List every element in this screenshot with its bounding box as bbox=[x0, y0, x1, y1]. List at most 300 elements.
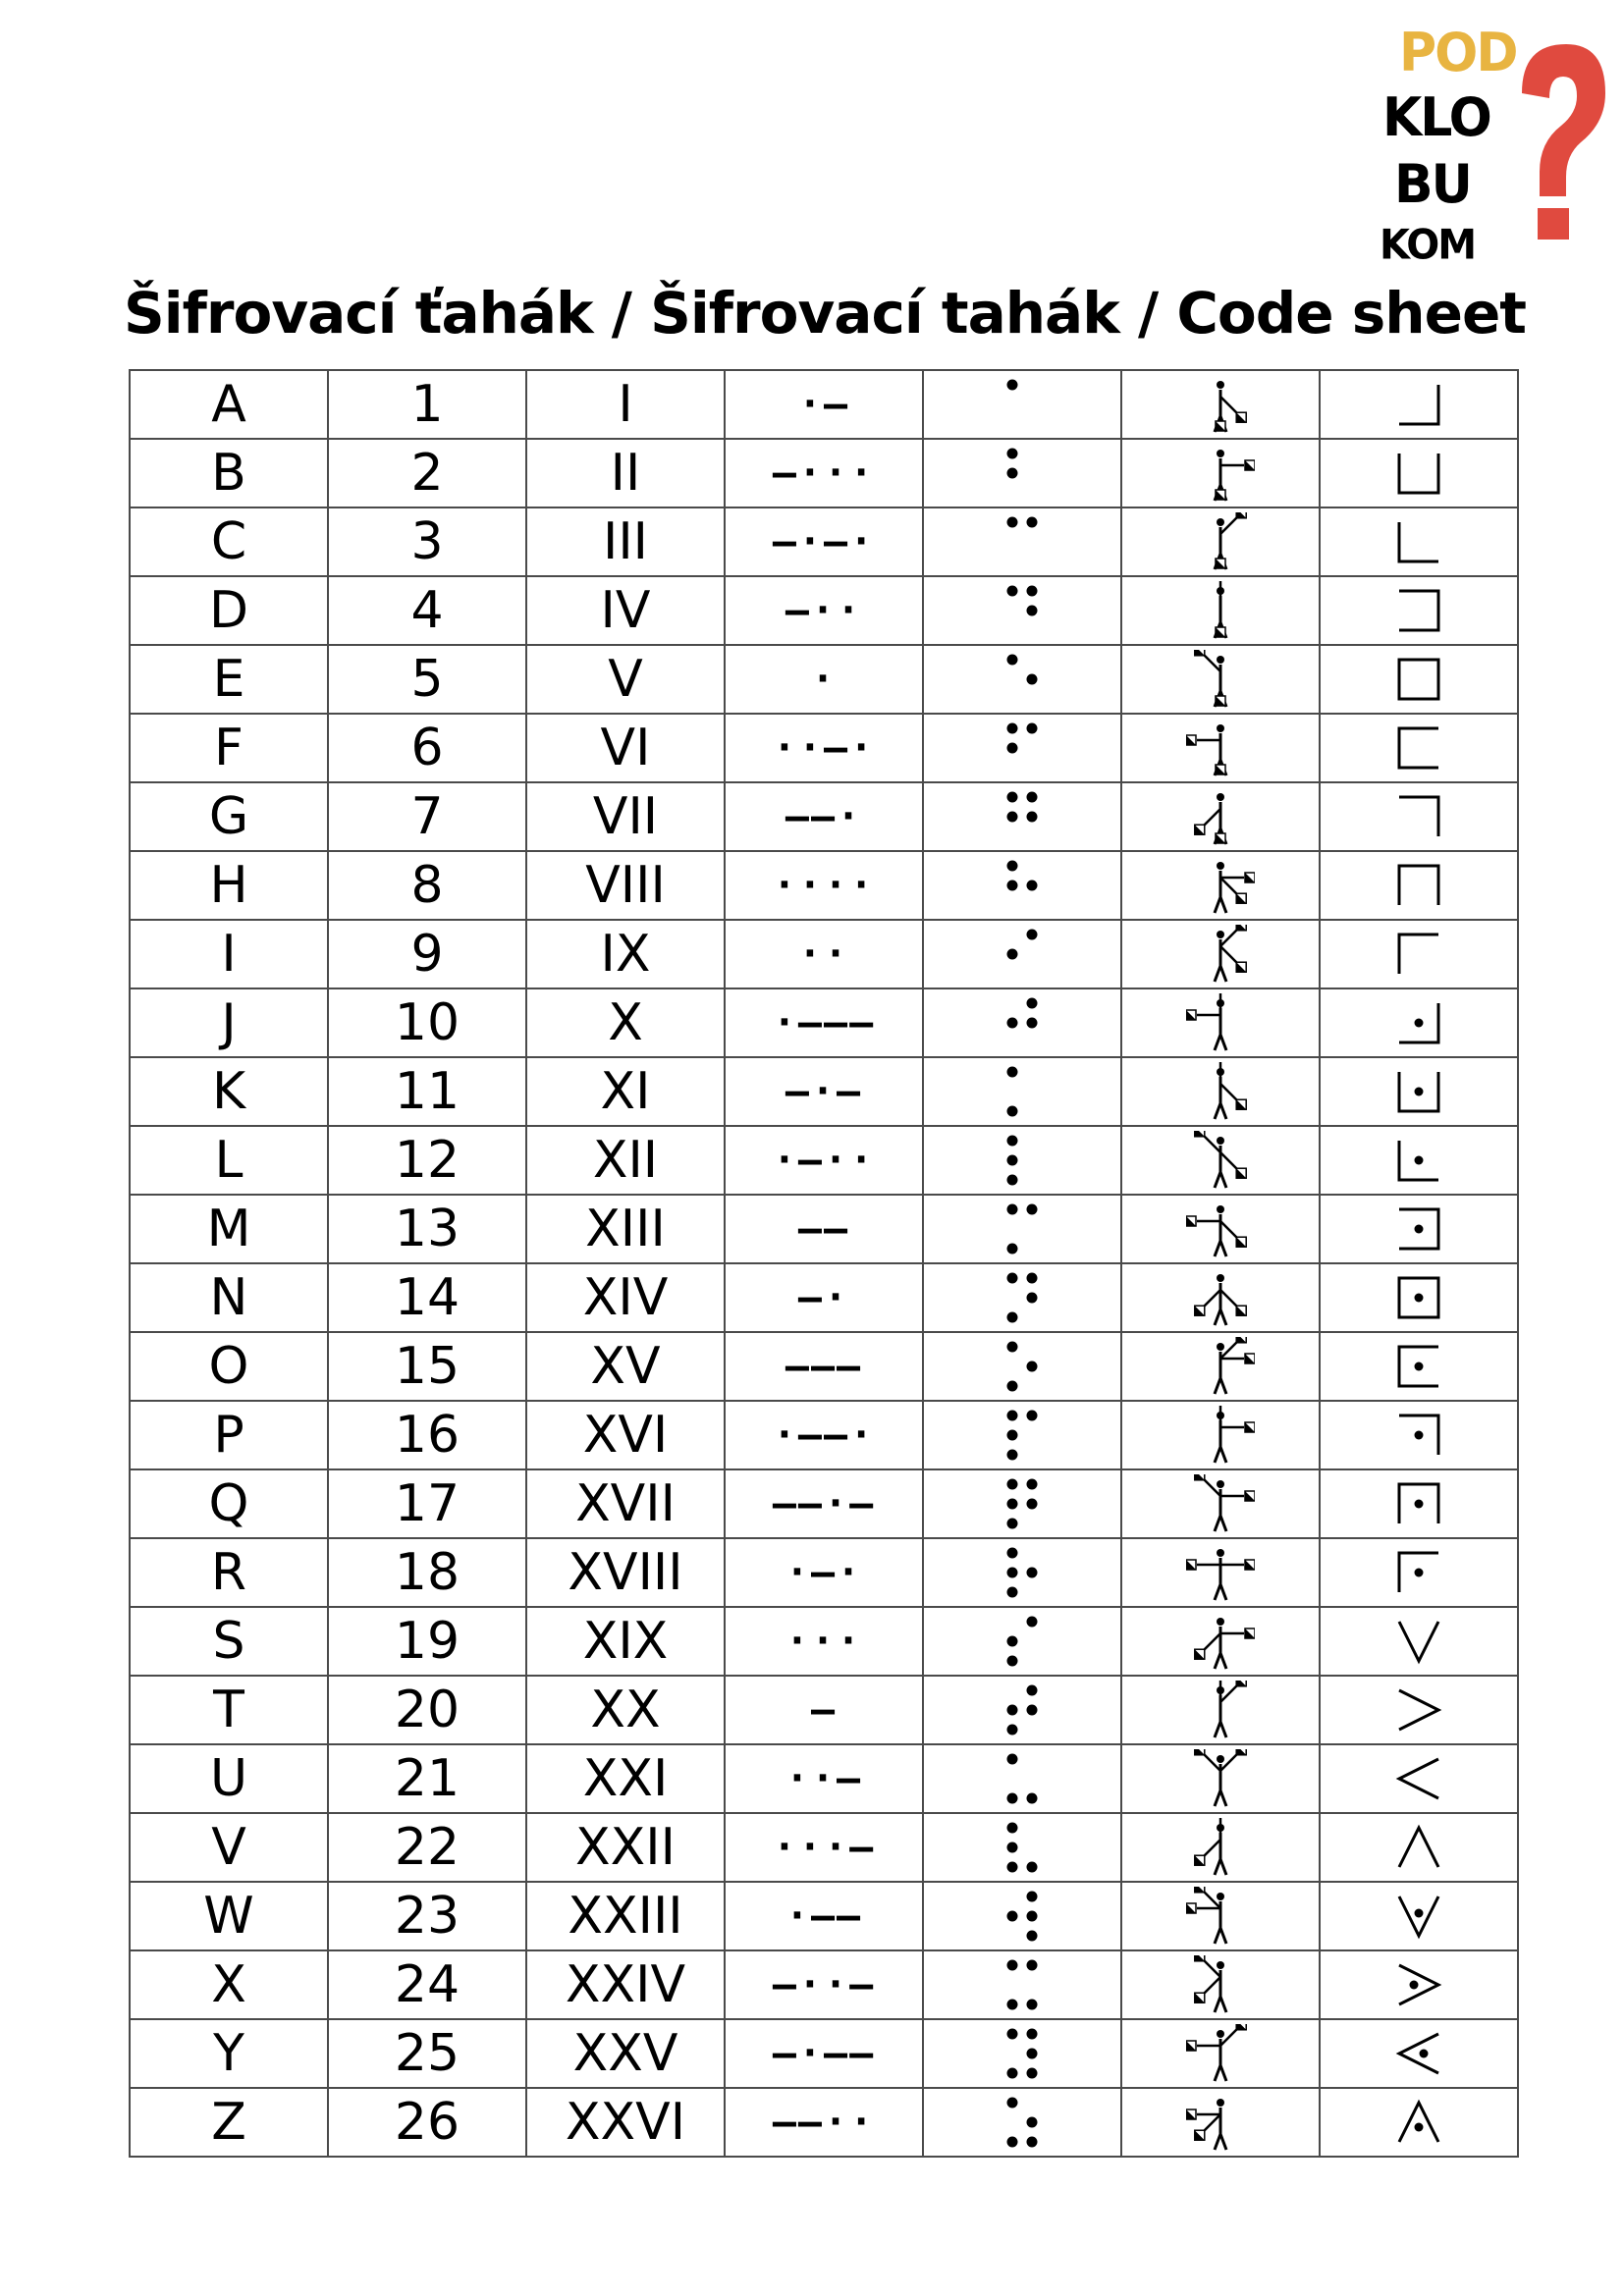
semaphore-cell bbox=[1121, 1469, 1320, 1538]
number-cell-text: 6 bbox=[410, 719, 444, 777]
roman-cell-text: XXIV bbox=[565, 1955, 686, 2014]
morse-cell-text: ··–· bbox=[772, 725, 876, 771]
semaphore-figure-icon bbox=[1186, 1268, 1255, 1327]
roman-cell bbox=[526, 782, 725, 851]
braille-cell-icon bbox=[1002, 1749, 1042, 1808]
letter-cell bbox=[130, 1744, 328, 1813]
braille-cell bbox=[923, 851, 1121, 920]
letter-cell-text: S bbox=[212, 1612, 245, 1671]
number-cell bbox=[328, 1882, 526, 1950]
braille-cell-icon bbox=[1002, 1612, 1042, 1671]
morse-cell bbox=[725, 2019, 923, 2088]
roman-cell-text: I bbox=[618, 375, 633, 434]
pigpen-symbol-icon bbox=[1394, 723, 1443, 773]
morse-cell-text: ·· bbox=[797, 932, 850, 977]
braille-cell bbox=[923, 1744, 1121, 1813]
roman-cell bbox=[526, 2088, 725, 2157]
letter-cell-text: X bbox=[211, 1955, 246, 2014]
braille-cell bbox=[923, 439, 1121, 507]
braille-cell bbox=[923, 782, 1121, 851]
braille-cell-icon bbox=[1002, 2093, 1042, 2152]
number-cell-text: 2 bbox=[410, 444, 444, 503]
semaphore-figure-icon bbox=[1186, 719, 1255, 777]
braille-cell bbox=[923, 714, 1121, 782]
pigpen-symbol-icon bbox=[1394, 1479, 1443, 1528]
roman-cell bbox=[526, 1263, 725, 1332]
number-cell bbox=[328, 920, 526, 988]
letter-cell bbox=[130, 370, 328, 439]
morse-cell bbox=[725, 1401, 923, 1469]
letter-cell-text: Y bbox=[213, 2024, 244, 2083]
semaphore-cell bbox=[1121, 645, 1320, 714]
braille-cell-icon bbox=[1002, 444, 1042, 503]
table-row bbox=[130, 1195, 1518, 1263]
pigpen-symbol-icon bbox=[1394, 2098, 1443, 2147]
code-sheet-table bbox=[129, 369, 1519, 2158]
braille-cell bbox=[923, 1538, 1121, 1607]
roman-cell bbox=[526, 1882, 725, 1950]
letter-cell-text: W bbox=[203, 1887, 254, 1946]
table-row bbox=[130, 2088, 1518, 2157]
braille-cell-icon bbox=[1002, 1337, 1042, 1396]
letter-cell bbox=[130, 714, 328, 782]
roman-cell-text: XII bbox=[592, 1131, 659, 1190]
braille-cell-icon bbox=[1002, 581, 1042, 640]
roman-cell-text: XXVI bbox=[565, 2093, 686, 2152]
number-cell-text: 7 bbox=[410, 787, 444, 846]
table-row bbox=[130, 1469, 1518, 1538]
pigpen-symbol-icon bbox=[1394, 1960, 1443, 2009]
table-row bbox=[130, 988, 1518, 1057]
number-cell bbox=[328, 851, 526, 920]
number-cell bbox=[328, 782, 526, 851]
number-cell-text: 10 bbox=[394, 993, 460, 1052]
letter-cell bbox=[130, 439, 328, 507]
number-cell bbox=[328, 2019, 526, 2088]
roman-cell-text: IV bbox=[600, 581, 651, 640]
pigpen-cell bbox=[1320, 507, 1518, 576]
semaphore-figure-icon bbox=[1186, 1749, 1255, 1808]
semaphore-figure-icon bbox=[1186, 1337, 1255, 1396]
table-row bbox=[130, 851, 1518, 920]
morse-cell-text: ––· bbox=[785, 794, 863, 839]
braille-cell bbox=[923, 1057, 1121, 1126]
letter-cell-text: Q bbox=[208, 1474, 249, 1533]
semaphore-cell bbox=[1121, 1950, 1320, 2019]
table-row bbox=[130, 370, 1518, 439]
letter-cell bbox=[130, 1126, 328, 1195]
pigpen-symbol-icon bbox=[1394, 861, 1443, 910]
morse-cell bbox=[725, 920, 923, 988]
morse-cell-text: –·· bbox=[785, 588, 863, 633]
pigpen-cell bbox=[1320, 851, 1518, 920]
morse-cell-text: ––·– bbox=[772, 1481, 876, 1526]
braille-cell-icon bbox=[1002, 719, 1042, 777]
braille-cell-icon bbox=[1002, 1955, 1042, 2014]
morse-cell-text: ·–·· bbox=[772, 1138, 876, 1183]
morse-cell-text: –·– bbox=[785, 1069, 863, 1114]
letter-cell bbox=[130, 576, 328, 645]
braille-cell bbox=[923, 370, 1121, 439]
roman-cell bbox=[526, 1813, 725, 1882]
morse-cell-text: ··· bbox=[785, 1619, 863, 1664]
roman-cell-text: XXII bbox=[575, 1818, 676, 1877]
number-cell-text: 19 bbox=[394, 1612, 460, 1671]
pigpen-symbol-icon bbox=[1394, 449, 1443, 498]
table-row bbox=[130, 1676, 1518, 1744]
number-cell bbox=[328, 1813, 526, 1882]
semaphore-cell bbox=[1121, 988, 1320, 1057]
letter-cell bbox=[130, 1813, 328, 1882]
letter-cell bbox=[130, 920, 328, 988]
number-cell-text: 21 bbox=[394, 1749, 460, 1808]
braille-cell-icon bbox=[1002, 1818, 1042, 1877]
braille-cell bbox=[923, 1195, 1121, 1263]
letter-cell bbox=[130, 2019, 328, 2088]
number-cell bbox=[328, 645, 526, 714]
letter-cell bbox=[130, 1332, 328, 1401]
letter-cell-text: A bbox=[211, 375, 246, 434]
letter-cell bbox=[130, 1057, 328, 1126]
semaphore-cell bbox=[1121, 851, 1320, 920]
pigpen-symbol-icon bbox=[1394, 1823, 1443, 1872]
morse-cell bbox=[725, 370, 923, 439]
braille-cell bbox=[923, 645, 1121, 714]
number-cell-text: 18 bbox=[394, 1543, 460, 1602]
semaphore-cell bbox=[1121, 1263, 1320, 1332]
semaphore-figure-icon bbox=[1186, 1887, 1255, 1946]
roman-cell-text: XIII bbox=[585, 1200, 666, 1258]
braille-cell-icon bbox=[1002, 512, 1042, 571]
letter-cell-text: R bbox=[210, 1543, 247, 1602]
semaphore-figure-icon bbox=[1186, 512, 1255, 571]
number-cell-text: 16 bbox=[394, 1406, 460, 1465]
morse-cell bbox=[725, 1744, 923, 1813]
number-cell-text: 23 bbox=[394, 1887, 460, 1946]
semaphore-figure-icon bbox=[1186, 1062, 1255, 1121]
roman-cell bbox=[526, 1057, 725, 1126]
semaphore-cell bbox=[1121, 1538, 1320, 1607]
braille-cell-icon bbox=[1002, 2024, 1042, 2083]
braille-cell bbox=[923, 1263, 1121, 1332]
semaphore-cell bbox=[1121, 507, 1320, 576]
roman-cell bbox=[526, 1126, 725, 1195]
pigpen-cell bbox=[1320, 1744, 1518, 1813]
roman-cell-text: XVI bbox=[582, 1406, 669, 1465]
morse-cell bbox=[725, 1332, 923, 1401]
pigpen-symbol-icon bbox=[1394, 930, 1443, 979]
pigpen-cell bbox=[1320, 1401, 1518, 1469]
table-row bbox=[130, 1950, 1518, 2019]
roman-cell-text: III bbox=[602, 512, 648, 571]
roman-cell bbox=[526, 370, 725, 439]
roman-cell-text: XVIII bbox=[568, 1543, 683, 1602]
morse-cell bbox=[725, 782, 923, 851]
logo-word-bu: BU bbox=[1394, 153, 1471, 216]
letter-cell bbox=[130, 507, 328, 576]
number-cell bbox=[328, 2088, 526, 2157]
braille-cell bbox=[923, 920, 1121, 988]
table-row bbox=[130, 1057, 1518, 1126]
pigpen-cell bbox=[1320, 1332, 1518, 1401]
pigpen-cell bbox=[1320, 2088, 1518, 2157]
semaphore-cell bbox=[1121, 920, 1320, 988]
morse-cell bbox=[725, 1607, 923, 1676]
braille-cell-icon bbox=[1002, 1406, 1042, 1465]
table-row bbox=[130, 645, 1518, 714]
braille-cell bbox=[923, 1676, 1121, 1744]
semaphore-figure-icon bbox=[1186, 1543, 1255, 1602]
roman-cell-text: II bbox=[610, 444, 641, 503]
table-row bbox=[130, 1401, 1518, 1469]
letter-cell-text: J bbox=[221, 993, 237, 1052]
morse-cell-text: –· bbox=[797, 1275, 850, 1320]
pigpen-symbol-icon bbox=[1394, 1342, 1443, 1391]
roman-cell bbox=[526, 1401, 725, 1469]
morse-cell-text: –– bbox=[797, 1206, 850, 1252]
pigpen-cell bbox=[1320, 439, 1518, 507]
number-cell-text: 1 bbox=[410, 375, 444, 434]
letter-cell bbox=[130, 2088, 328, 2157]
semaphore-cell bbox=[1121, 714, 1320, 782]
semaphore-figure-icon bbox=[1186, 787, 1255, 846]
table-row bbox=[130, 1607, 1518, 1676]
morse-cell bbox=[725, 714, 923, 782]
roman-cell-text: V bbox=[608, 650, 643, 709]
morse-cell-text: ·–– bbox=[785, 1894, 863, 1939]
semaphore-cell bbox=[1121, 1676, 1320, 1744]
table-row bbox=[130, 1332, 1518, 1401]
roman-cell bbox=[526, 1676, 725, 1744]
braille-cell-icon bbox=[1002, 1681, 1042, 1739]
pigpen-cell bbox=[1320, 2019, 1518, 2088]
morse-cell-text: –·–· bbox=[772, 519, 876, 564]
morse-cell bbox=[725, 1126, 923, 1195]
roman-cell bbox=[526, 714, 725, 782]
table-row bbox=[130, 1263, 1518, 1332]
pigpen-cell bbox=[1320, 920, 1518, 988]
morse-cell bbox=[725, 2088, 923, 2157]
pigpen-symbol-icon bbox=[1394, 1136, 1443, 1185]
morse-cell bbox=[725, 1882, 923, 1950]
question-mark-icon bbox=[1512, 39, 1610, 255]
roman-cell bbox=[526, 507, 725, 576]
roman-cell-text: IX bbox=[600, 925, 651, 984]
code-sheet-body bbox=[130, 370, 1518, 2157]
roman-cell bbox=[526, 1950, 725, 2019]
braille-cell-icon bbox=[1002, 1887, 1042, 1946]
roman-cell-text: XX bbox=[590, 1681, 661, 1739]
morse-cell-text: ·– bbox=[797, 382, 850, 427]
number-cell bbox=[328, 1676, 526, 1744]
roman-cell-text: VIII bbox=[585, 856, 666, 915]
morse-cell bbox=[725, 507, 923, 576]
morse-cell-text: · bbox=[810, 657, 838, 702]
roman-cell bbox=[526, 1332, 725, 1401]
number-cell bbox=[328, 507, 526, 576]
number-cell-text: 15 bbox=[394, 1337, 460, 1396]
letter-cell-text: O bbox=[208, 1337, 249, 1396]
morse-cell-text: –·–– bbox=[772, 2031, 876, 2076]
table-row bbox=[130, 439, 1518, 507]
braille-cell bbox=[923, 988, 1121, 1057]
semaphore-cell bbox=[1121, 2019, 1320, 2088]
roman-cell bbox=[526, 645, 725, 714]
letter-cell bbox=[130, 1882, 328, 1950]
pigpen-cell bbox=[1320, 1538, 1518, 1607]
semaphore-cell bbox=[1121, 370, 1320, 439]
letter-cell bbox=[130, 1195, 328, 1263]
morse-cell bbox=[725, 1676, 923, 1744]
number-cell-text: 9 bbox=[410, 925, 444, 984]
braille-cell bbox=[923, 2088, 1121, 2157]
braille-cell-icon bbox=[1002, 856, 1042, 915]
semaphore-figure-icon bbox=[1186, 1131, 1255, 1190]
number-cell-text: 24 bbox=[394, 1955, 460, 2014]
morse-cell bbox=[725, 439, 923, 507]
number-cell bbox=[328, 370, 526, 439]
number-cell-text: 8 bbox=[410, 856, 444, 915]
braille-cell bbox=[923, 1126, 1121, 1195]
semaphore-cell bbox=[1121, 1057, 1320, 1126]
semaphore-figure-icon bbox=[1186, 1955, 1255, 2014]
number-cell bbox=[328, 1401, 526, 1469]
letter-cell-text: H bbox=[209, 856, 248, 915]
morse-cell-text: ··– bbox=[785, 1756, 863, 1801]
pigpen-cell bbox=[1320, 1057, 1518, 1126]
roman-cell bbox=[526, 1195, 725, 1263]
pigpen-symbol-icon bbox=[1394, 792, 1443, 841]
logo-word-klo: KLO bbox=[1382, 86, 1490, 149]
letter-cell bbox=[130, 645, 328, 714]
table-row bbox=[130, 714, 1518, 782]
morse-cell-text: ·––· bbox=[772, 1413, 876, 1458]
roman-cell bbox=[526, 2019, 725, 2088]
pigpen-symbol-icon bbox=[1394, 1754, 1443, 1803]
morse-cell bbox=[725, 576, 923, 645]
roman-cell-text: XIX bbox=[582, 1612, 669, 1671]
number-cell bbox=[328, 1607, 526, 1676]
number-cell bbox=[328, 439, 526, 507]
number-cell-text: 13 bbox=[394, 1200, 460, 1258]
semaphore-cell bbox=[1121, 1195, 1320, 1263]
number-cell bbox=[328, 1126, 526, 1195]
semaphore-figure-icon bbox=[1186, 856, 1255, 915]
number-cell bbox=[328, 576, 526, 645]
table-row bbox=[130, 1882, 1518, 1950]
letter-cell-text: P bbox=[213, 1406, 244, 1465]
letter-cell-text: N bbox=[209, 1268, 248, 1327]
morse-cell-text: – bbox=[810, 1687, 838, 1733]
number-cell bbox=[328, 1744, 526, 1813]
pigpen-cell bbox=[1320, 576, 1518, 645]
table-row bbox=[130, 782, 1518, 851]
semaphore-cell bbox=[1121, 2088, 1320, 2157]
braille-cell-icon bbox=[1002, 1200, 1042, 1258]
pigpen-cell bbox=[1320, 988, 1518, 1057]
semaphore-cell bbox=[1121, 1813, 1320, 1882]
morse-cell bbox=[725, 851, 923, 920]
braille-cell-icon bbox=[1002, 1543, 1042, 1602]
semaphore-cell bbox=[1121, 1126, 1320, 1195]
pigpen-symbol-icon bbox=[1394, 1067, 1443, 1116]
semaphore-cell bbox=[1121, 782, 1320, 851]
roman-cell-text: XXV bbox=[572, 2024, 678, 2083]
roman-cell-text: XVII bbox=[575, 1474, 676, 1533]
number-cell bbox=[328, 714, 526, 782]
letter-cell bbox=[130, 1469, 328, 1538]
number-cell bbox=[328, 1469, 526, 1538]
braille-cell bbox=[923, 576, 1121, 645]
roman-cell bbox=[526, 1538, 725, 1607]
letter-cell bbox=[130, 988, 328, 1057]
semaphore-figure-icon bbox=[1186, 925, 1255, 984]
braille-cell bbox=[923, 1469, 1121, 1538]
roman-cell-text: XI bbox=[600, 1062, 651, 1121]
roman-cell bbox=[526, 920, 725, 988]
morse-cell-text: ––·· bbox=[772, 2100, 876, 2145]
morse-cell-text: ·–· bbox=[785, 1550, 863, 1595]
braille-cell-icon bbox=[1002, 925, 1042, 984]
roman-cell bbox=[526, 1607, 725, 1676]
roman-cell bbox=[526, 439, 725, 507]
semaphore-figure-icon bbox=[1186, 1612, 1255, 1671]
braille-cell bbox=[923, 1950, 1121, 2019]
letter-cell bbox=[130, 1538, 328, 1607]
letter-cell-text: F bbox=[214, 719, 244, 777]
table-row bbox=[130, 1813, 1518, 1882]
roman-cell bbox=[526, 1744, 725, 1813]
roman-cell bbox=[526, 851, 725, 920]
table-row bbox=[130, 507, 1518, 576]
braille-cell bbox=[923, 1607, 1121, 1676]
table-row bbox=[130, 920, 1518, 988]
morse-cell-text: –··· bbox=[772, 451, 876, 496]
semaphore-cell bbox=[1121, 1332, 1320, 1401]
letter-cell-text: B bbox=[211, 444, 246, 503]
roman-cell-text: XV bbox=[590, 1337, 661, 1396]
braille-cell-icon bbox=[1002, 1474, 1042, 1533]
page-title: Šifrovací ťahák / Šifrovací tahák / Code sheet bbox=[123, 280, 1526, 347]
morse-cell bbox=[725, 1950, 923, 2019]
number-cell-text: 5 bbox=[410, 650, 444, 709]
braille-cell-icon bbox=[1002, 1131, 1042, 1190]
pigpen-symbol-icon bbox=[1394, 517, 1443, 566]
number-cell bbox=[328, 988, 526, 1057]
semaphore-figure-icon bbox=[1186, 1200, 1255, 1258]
roman-cell-text: VI bbox=[600, 719, 651, 777]
semaphore-figure-icon bbox=[1186, 650, 1255, 709]
semaphore-figure-icon bbox=[1186, 375, 1255, 434]
table-row bbox=[130, 576, 1518, 645]
pigpen-cell bbox=[1320, 1126, 1518, 1195]
braille-cell bbox=[923, 1401, 1121, 1469]
logo-word-pod: POD bbox=[1399, 22, 1517, 84]
braille-cell-icon bbox=[1002, 375, 1042, 434]
number-cell-text: 4 bbox=[410, 581, 444, 640]
semaphore-figure-icon bbox=[1186, 1406, 1255, 1465]
pigpen-symbol-icon bbox=[1394, 1892, 1443, 1941]
roman-cell-text: XXIII bbox=[568, 1887, 683, 1946]
number-cell-text: 11 bbox=[394, 1062, 460, 1121]
semaphore-figure-icon bbox=[1186, 1818, 1255, 1877]
letter-cell-text: K bbox=[211, 1062, 246, 1121]
logo bbox=[1375, 20, 1610, 270]
letter-cell-text: U bbox=[209, 1749, 248, 1808]
braille-cell-icon bbox=[1002, 1062, 1042, 1121]
letter-cell bbox=[130, 1607, 328, 1676]
morse-cell-text: –··– bbox=[772, 1962, 876, 2007]
